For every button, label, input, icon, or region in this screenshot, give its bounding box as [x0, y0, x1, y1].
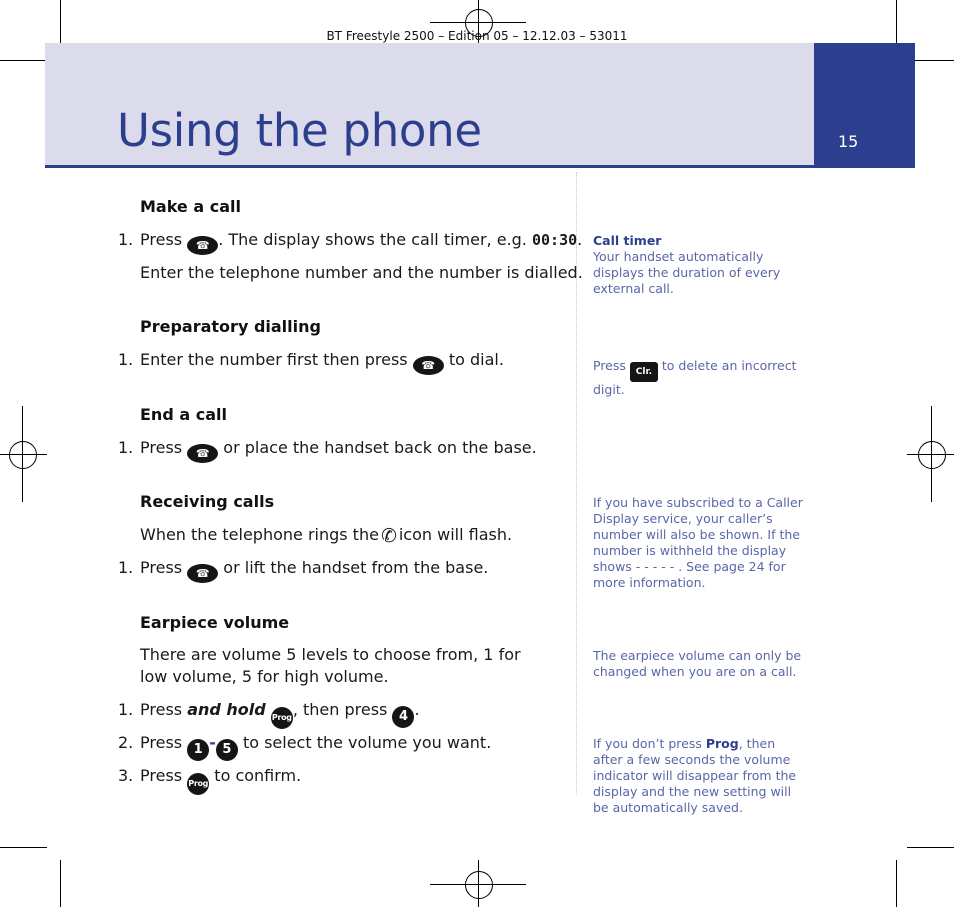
handset-icon: ✆ — [380, 525, 397, 547]
key-5-icon: 5 — [216, 739, 238, 761]
page-tab — [814, 43, 915, 168]
header-rule — [45, 165, 915, 168]
section-heading-make-call: Make a call — [140, 197, 241, 216]
note-caller-display: If you have subscribed to a Caller Display service, your caller’s number will also be shown. If the number is withheld the display shows - - - - - . See page 24 for more information. — [593, 495, 803, 590]
call-timer-example: 00:30 — [531, 231, 578, 249]
step-receiving-1: 1. Press ☎ or lift the handset from the base. — [118, 557, 488, 583]
talk-key-icon: ☎ — [187, 564, 218, 583]
talk-key-icon: ☎ — [187, 444, 218, 463]
section-heading-end-call: End a call — [140, 405, 227, 424]
note-clear-key: Press Clr. to delete an incorrect digit. — [593, 358, 797, 397]
step-earpiece-1: 1. Press and hold Prog, then press 4 . — [118, 699, 420, 729]
step-make-call-1: 1. Press ☎ . The display shows the call timer, e.g. 00:30. — [118, 229, 582, 255]
note-call-timer-title: Call timer — [593, 233, 662, 248]
crop-mark — [0, 60, 47, 61]
page-number: 15 — [838, 132, 859, 151]
step-earpiece-2: 2. Press 1 - 5 to select the volume you want. — [118, 732, 491, 761]
clear-key-icon: Clr. — [630, 362, 658, 382]
edition-line: BT Freestyle 2500 – Edition 05 – 12.12.03 – 53011 — [326, 29, 628, 43]
note-prog: If you don’t press Prog, then after a few seconds the volume indicator will disappear from the display and the new setting will be automatically saved. — [593, 736, 797, 815]
make-call-paragraph: Enter the telephone number and the number is dialled. — [140, 263, 583, 282]
crop-mark — [907, 847, 954, 848]
key-4-icon: 4 — [392, 706, 414, 728]
step-earpiece-3: 3. Press Prog to confirm. — [118, 765, 301, 795]
note-call-timer — [593, 233, 803, 297]
prog-key-icon: Prog — [187, 773, 209, 795]
key-1-icon: 1 — [187, 739, 209, 761]
step-end-call-1: 1. Press ☎ or place the handset back on the base. — [118, 437, 537, 463]
registration-circle — [918, 441, 946, 469]
section-heading-receiving: Receiving calls — [140, 492, 275, 511]
prog-key-icon: Prog — [271, 707, 293, 729]
crop-mark — [896, 860, 897, 907]
registration-circle — [465, 871, 493, 899]
step-preparatory-1: 1. Enter the number first then press ☎ to dial. — [118, 349, 504, 375]
receiving-paragraph: When the telephone rings the ✆ icon will flash. — [140, 525, 513, 547]
note-call-timer-body: Your handset automatically displays the duration of every external call. — [593, 249, 781, 296]
registration-circle — [9, 441, 37, 469]
section-heading-preparatory: Preparatory dialling — [140, 317, 321, 336]
crop-mark — [60, 860, 61, 907]
page-title: Using the phone — [117, 104, 482, 157]
earpiece-paragraph: There are volume 5 levels to choose from, 1 for low volume, 5 for high volume. — [140, 645, 521, 686]
crop-mark — [0, 847, 47, 848]
talk-key-icon: ☎ — [187, 236, 218, 255]
talk-key-icon: ☎ — [413, 356, 444, 375]
section-heading-earpiece: Earpiece volume — [140, 613, 290, 632]
note-earpiece: The earpiece volume can only be changed when you are on a call. — [593, 648, 802, 679]
